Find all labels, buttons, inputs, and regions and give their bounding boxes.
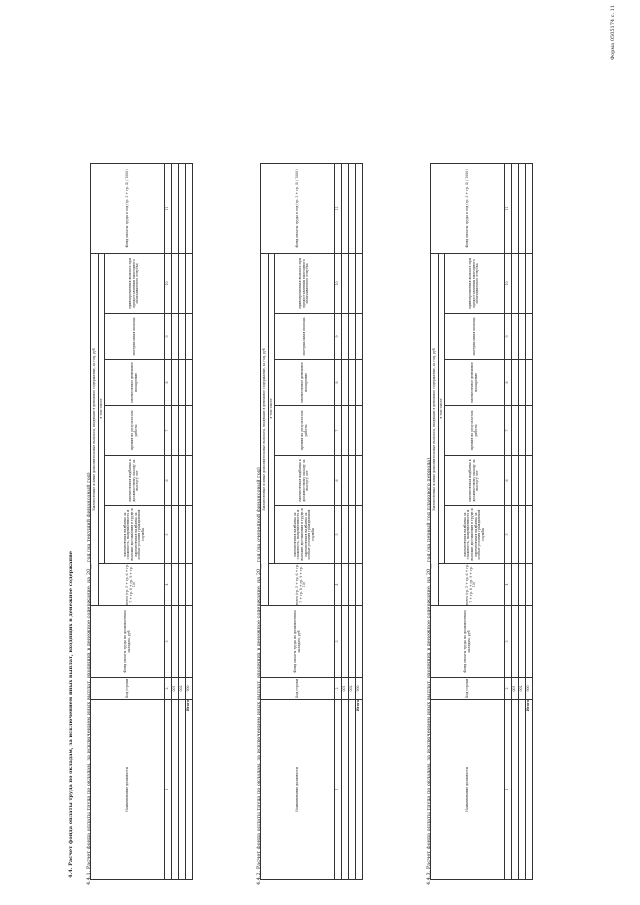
column-number-5: 5 [165,506,172,564]
col-fund-salary-header [431,606,505,678]
value-cell[interactable] [172,606,179,678]
value-cell[interactable] [186,360,193,406]
column-numbers-row [505,163,512,879]
header-text-c10: единовременная выплата при предоставлении ежегодного оплачиваемого отпуска [298,258,310,309]
value-cell[interactable] [356,564,363,606]
col-5-header [275,506,335,564]
value-cell[interactable] [356,606,363,678]
table-title: 4.4.3. Расчет фонда оплаты труда по окладам, за исключением иных выплат, входящих в денежное содержание, на 20__ год (на первый год планового периода) [426,457,432,885]
value-cell[interactable] [512,456,519,506]
column-number-4: 4 [335,564,342,606]
value-cell[interactable] [356,360,363,406]
col-8-header [445,360,505,406]
row-code: 900 [526,678,533,700]
row-code: 002 [519,678,526,700]
col-9-header [445,314,505,360]
header-text-c6: ежемесячная надбавка к должностному окладу за выслугу лет [468,459,480,502]
row-code: 002 [179,678,186,700]
value-cell[interactable] [179,564,186,606]
column-number-10: 10 [335,253,342,313]
header-text-c10: единовременная выплата при предоставлении ежегодного оплачиваемого отпуска [128,258,140,309]
col-name-header [431,700,505,880]
value-cell[interactable] [512,163,519,253]
column-number-1: 1 [165,700,172,880]
value-cell[interactable] [526,406,533,456]
value-cell[interactable] [349,163,356,253]
value-cell[interactable] [342,163,349,253]
column-number-10: 10 [165,253,172,313]
value-cell[interactable] [519,253,526,313]
column-number-4: 4 [165,564,172,606]
value-cell[interactable] [349,314,356,360]
value-cell[interactable] [172,506,179,564]
column-number-1: 1 [505,700,512,880]
value-cell[interactable] [186,314,193,360]
header-text-code: Код строки [294,679,299,698]
col-6-header [105,456,165,506]
col-group-header [261,253,269,605]
column-number-6: 6 [335,456,342,506]
header-text-group_header: Ежемесячные и иные дополнительные выплаты, входящие в денежное содержание, за год, руб [261,348,266,511]
header-text-incl: в том числе [268,398,273,419]
value-cell[interactable] [519,506,526,564]
column-number-9: 9 [165,314,172,360]
row-code: 002 [349,678,356,700]
col-total-header [439,564,505,606]
column-number-4: 4 [505,564,512,606]
column-number-5: 5 [505,506,512,564]
value-cell[interactable] [519,606,526,678]
column-number-2: 2 [505,678,512,700]
value-cell[interactable] [179,456,186,506]
value-cell[interactable] [172,360,179,406]
header-text-c9: материальная помощь [471,317,476,356]
value-cell[interactable] [519,163,526,253]
value-cell[interactable] [349,360,356,406]
column-number-3: 3 [505,606,512,678]
header-text-c11: Фонд оплаты труда в год (гр. 3 + гр. 4) / 1000) [464,169,469,248]
header-text-c6: ежемесячная надбавка к должностному окладу за выслугу лет [298,459,310,502]
header-text-name: Наименование должности [294,767,299,812]
value-cell[interactable] [519,360,526,406]
header-text-c10: единовременная выплата при предоставлении ежегодного оплачиваемого отпуска [468,258,480,309]
column-number-5: 5 [335,506,342,564]
column-number-9: 9 [505,314,512,360]
header-text-fund_salary: Фонд оплаты труда по должностным окладам, руб [122,610,131,673]
position-name-cell [172,700,179,880]
col-8-header [275,360,335,406]
position-name-cell [349,700,356,880]
value-cell[interactable] [526,360,533,406]
value-cell[interactable] [512,253,519,313]
value-cell[interactable] [179,506,186,564]
position-name-cell [512,700,519,880]
header-text-c8: ежемесячное денежное поощрение [129,362,138,403]
col-9-header [105,314,165,360]
value-cell[interactable] [519,314,526,360]
col-code-header [91,678,165,700]
value-cell[interactable] [526,564,533,606]
col-10-header [445,253,505,313]
value-cell[interactable] [179,253,186,313]
value-cell[interactable] [519,406,526,456]
col-5-header [445,506,505,564]
header-text-c5: ежемесячная надбавка за сложность, напряженность и высокие достижения в труде и ежемесячная надбавка за особые условия гражданской службы [122,508,145,561]
value-cell[interactable] [172,456,179,506]
value-cell[interactable] [186,456,193,506]
header-text-incl: в том числе [98,398,103,419]
value-cell[interactable] [349,456,356,506]
value-cell[interactable] [512,406,519,456]
header-text-c11: Фонд оплаты труда в год (гр. 3 + гр. 4) / 1000) [124,169,129,248]
value-cell[interactable] [526,314,533,360]
header-text-c11: Фонд оплаты труда в год (гр. 3 + гр. 4) / 1000) [294,169,299,248]
value-cell[interactable] [349,406,356,456]
value-cell[interactable] [186,564,193,606]
value-cell[interactable] [179,163,186,253]
value-cell[interactable] [179,406,186,456]
column-number-11: 11 [505,163,512,253]
column-number-2: 2 [335,678,342,700]
col-name-header [261,700,335,880]
col-10-header [275,253,335,313]
row-code: 900 [186,678,193,700]
header-text-total: всего (гр. 5 + гр. 6 + гр. 7 + гр. 8 + гр. 9 + гр. 10) [125,564,137,605]
salary-table [430,163,533,880]
form-code: Форма 0505174 с. 11 [610,4,616,60]
value-cell[interactable] [356,406,363,456]
row-code: 001 [172,678,179,700]
column-number-9: 9 [335,314,342,360]
value-cell[interactable] [512,360,519,406]
col-11-header [261,163,335,253]
salary-table [260,163,363,880]
column-number-6: 6 [165,456,172,506]
value-cell[interactable] [172,406,179,456]
value-cell[interactable] [342,314,349,360]
itogo-label: Итого [356,700,363,880]
col-7-header [275,406,335,456]
value-cell[interactable] [526,163,533,253]
column-number-2: 2 [165,678,172,700]
col-6-header [445,456,505,506]
column-number-10: 10 [505,253,512,313]
col-6-header [275,456,335,506]
value-cell[interactable] [342,506,349,564]
value-cell[interactable] [172,253,179,313]
column-number-11: 11 [165,163,172,253]
position-name-cell [519,700,526,880]
value-cell[interactable] [512,564,519,606]
table-row [349,163,356,879]
value-cell[interactable] [526,456,533,506]
header-text-total: всего (гр. 5 + гр. 6 + гр. 7 + гр. 8 + гр. 9 + гр. 10) [295,564,307,605]
value-cell[interactable] [179,314,186,360]
value-cell[interactable] [179,606,186,678]
table-title: 4.4.2. Расчет фонда оплаты труда по окладам, за исключением иных выплат, входящих в денежное содержание, на 20__ год (на очередной финансовый год) [256,467,262,885]
value-cell[interactable] [186,163,193,253]
position-name-cell [179,700,186,880]
header-text-c7: премия по результатам работы [469,410,478,451]
col-9-header [275,314,335,360]
column-number-1: 1 [335,700,342,880]
value-cell[interactable] [349,564,356,606]
value-cell[interactable] [186,506,193,564]
header-text-group_header: Ежемесячные и иные дополнительные выплаты, входящие в денежное содержание, за год, руб [431,348,436,511]
value-cell[interactable] [342,606,349,678]
value-cell[interactable] [349,606,356,678]
table-row [172,163,179,879]
value-cell[interactable] [342,456,349,506]
column-number-6: 6 [505,456,512,506]
column-number-11: 11 [335,163,342,253]
col-11-header [91,163,165,253]
value-cell[interactable] [356,163,363,253]
salary-table [90,163,193,880]
table-row [526,163,533,879]
value-cell[interactable] [186,606,193,678]
value-cell[interactable] [172,163,179,253]
header-text-c5: ежемесячная надбавка за сложность, напряженность и высокие достижения в труде и ежемесячная надбавка за особые условия гражданской службы [462,508,485,561]
header-text-c9: материальная помощь [301,317,306,356]
value-cell[interactable] [512,606,519,678]
value-cell[interactable] [356,314,363,360]
column-number-8: 8 [335,360,342,406]
value-cell[interactable] [172,314,179,360]
value-cell[interactable] [342,564,349,606]
col-code-header [431,678,505,700]
col-fund-salary-header [261,606,335,678]
col-8-header [105,360,165,406]
value-cell[interactable] [526,606,533,678]
header-text-c8: ежемесячное денежное поощрение [469,362,478,403]
col-10-header [105,253,165,313]
col-code-header [261,678,335,700]
header-text-c9: материальная помощь [131,317,136,356]
value-cell[interactable] [349,506,356,564]
column-numbers-row [335,163,342,879]
column-number-7: 7 [505,406,512,456]
col-total-header [99,564,165,606]
table-title: 4.4.1. Расчет фонда оплаты труда по окладам, за исключением иных выплат, входящих в денежное содержание, на 20__ год (на текущий финансовый год) [86,472,92,885]
table-row [179,163,186,879]
value-cell[interactable] [342,253,349,313]
row-code: 900 [356,678,363,700]
header-text-name: Наименование должности [464,767,469,812]
header-text-c5: ежемесячная надбавка за сложность, напряженность и высокие достижения в труде и ежемесячная надбавка за особые условия гражданской службы [292,508,315,561]
col-name-header [91,700,165,880]
col-fund-salary-header [91,606,165,678]
header-text-name: Наименование должности [124,767,129,812]
value-cell[interactable] [356,456,363,506]
table-row [342,163,349,879]
value-cell[interactable] [512,314,519,360]
value-cell[interactable] [172,564,179,606]
value-cell[interactable] [179,360,186,406]
header-text-c8: ежемесячное денежное поощрение [299,362,308,403]
value-cell[interactable] [526,506,533,564]
col-group-header [91,253,99,605]
value-cell[interactable] [356,506,363,564]
value-cell[interactable] [356,253,363,313]
column-number-8: 8 [165,360,172,406]
column-number-8: 8 [505,360,512,406]
col-11-header [431,163,505,253]
itogo-label: Итого [526,700,533,880]
header-text-code: Код строки [464,679,469,698]
table-row [512,163,519,879]
table-row [519,163,526,879]
header-text-fund_salary: Фонд оплаты труда по должностным окладам, руб [292,610,301,673]
column-number-7: 7 [165,406,172,456]
section-title: 4.4. Расчет фонда оплаты труда по окладам, за исключением иных выплат, входящих в денежное содержание [68,551,74,878]
value-cell[interactable] [342,406,349,456]
value-cell[interactable] [342,360,349,406]
position-name-cell [342,700,349,880]
header-text-c7: премия по результатам работы [129,410,138,451]
column-number-7: 7 [335,406,342,456]
header-text-code: Код строки [124,679,129,698]
col-7-header [445,406,505,456]
header-text-incl: в том числе [438,398,443,419]
value-cell[interactable] [526,253,533,313]
value-cell[interactable] [519,564,526,606]
col-7-header [105,406,165,456]
table-row [186,163,193,879]
value-cell[interactable] [186,406,193,456]
row-code: 001 [342,678,349,700]
value-cell[interactable] [349,253,356,313]
itogo-label: Итого [186,700,193,880]
header-text-c6: ежемесячная надбавка к должностному окладу за выслугу лет [128,459,140,502]
column-number-3: 3 [165,606,172,678]
col-total-header [269,564,335,606]
header-text-c7: премия по результатам работы [299,410,308,451]
header-text-total: всего (гр. 5 + гр. 6 + гр. 7 + гр. 8 + гр. 9 + гр. 10) [465,564,477,605]
header-text-fund_salary: Фонд оплаты труда по должностным окладам, руб [462,610,471,673]
col-group-header [431,253,439,605]
column-number-3: 3 [335,606,342,678]
value-cell[interactable] [512,506,519,564]
value-cell[interactable] [186,253,193,313]
table-row [356,163,363,879]
value-cell[interactable] [519,456,526,506]
row-code: 001 [512,678,519,700]
header-text-group_header: Ежемесячные и иные дополнительные выплаты, входящие в денежное содержание, за год, руб [91,348,96,511]
col-5-header [105,506,165,564]
column-numbers-row [165,163,172,879]
